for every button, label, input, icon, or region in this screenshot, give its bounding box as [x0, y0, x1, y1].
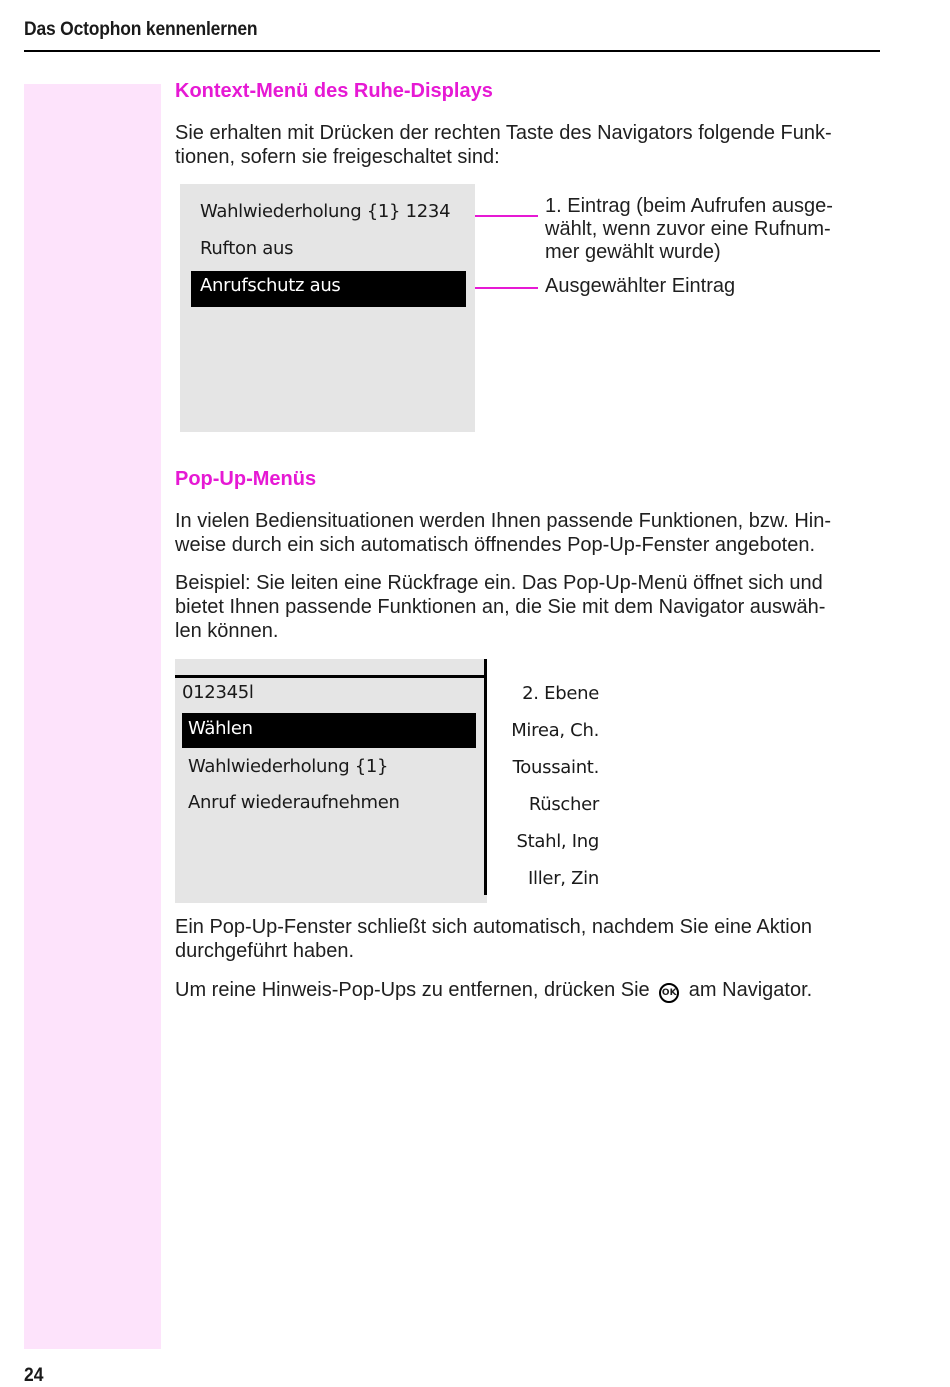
- text-segment: Um reine Hinweis-Pop-Ups zu entfernen, drücken Sie: [175, 979, 650, 1001]
- text-line: mer gewählt wurde): [545, 241, 721, 263]
- page-header-title: Das Octophon kennenlernen: [24, 19, 258, 40]
- text-line: Ein Pop-Up-Fenster schließt sich automatisch, nachdem Sie eine Aktion: [175, 916, 812, 938]
- section2-para3: [175, 915, 885, 963]
- popup-right-border: [484, 659, 487, 895]
- list-item: Stahl, Ing: [516, 831, 599, 852]
- section-heading-context-menu: Kontext-Menü des Ruhe-Displays: [175, 80, 493, 102]
- menu-item-dnd-off-selected[interactable]: Anrufschutz aus: [191, 271, 466, 307]
- text-line: len können.: [175, 620, 279, 642]
- popup-item-redial[interactable]: Wahlwiederholung {1}: [188, 756, 389, 777]
- popup-display: [175, 659, 487, 903]
- list-item: 2. Ebene: [522, 683, 599, 704]
- list-item: Rüscher: [528, 794, 599, 815]
- section2-para1: [175, 509, 885, 557]
- section2-para4: [175, 978, 885, 1003]
- dialed-number: 012345l: [182, 682, 254, 703]
- popup-item-resume-call[interactable]: Anruf wiederaufnehmen: [188, 792, 400, 813]
- section-heading-popup-menus: Pop-Up-Menüs: [175, 468, 317, 490]
- text-line: Sie erhalten mit Drücken der rechten Taste des Navigators folgende Funk-: [175, 122, 832, 144]
- popup-item-dial-selected[interactable]: Wählen: [182, 713, 476, 748]
- margin-bar: [24, 84, 161, 1349]
- callout-first-entry: [545, 195, 833, 264]
- text-line: 1. Eintrag (beim Aufrufen ausge-: [545, 195, 833, 217]
- menu-item-redial[interactable]: Wahlwiederholung {1} 1234: [200, 201, 451, 222]
- section2-para2: [175, 571, 885, 643]
- list-item: Mirea, Ch.: [511, 720, 599, 741]
- callout-line-selected-entry: [475, 287, 538, 289]
- callout-selected-entry: Ausgewählter Eintrag: [545, 275, 736, 297]
- popup-top-border: [175, 675, 487, 678]
- text-segment: am Navigator.: [688, 979, 813, 1001]
- text-line: weise durch ein sich automatisch öffnendes Pop-Up-Fenster angeboten.: [175, 534, 816, 556]
- text-line: Beispiel: Sie leiten eine Rückfrage ein. Das Pop-Up-Menü öffnet sich und: [175, 572, 823, 594]
- callout-line-first-entry: [475, 215, 538, 217]
- page-number: 24: [24, 1365, 44, 1386]
- text-line: wählt, wenn zuvor eine Rufnum-: [545, 218, 831, 240]
- text-line: bietet Ihnen passende Funktionen an, die Sie mit dem Navigator auswäh-: [175, 596, 826, 618]
- list-item: Iller, Zin: [528, 868, 599, 889]
- list-item: Toussaint.: [512, 757, 599, 778]
- text-line: tionen, sofern sie freigeschaltet sind:: [175, 146, 500, 168]
- menu-item-ringer-off[interactable]: Rufton aus: [200, 238, 294, 259]
- idle-display-context-menu: [180, 184, 475, 432]
- ok-key-icon: OK: [659, 983, 679, 1003]
- text-line: durchgeführt haben.: [175, 940, 355, 962]
- text-line: In vielen Bediensituationen werden Ihnen passende Funktionen, bzw. Hin-: [175, 510, 831, 532]
- section1-intro: [175, 121, 885, 169]
- header-divider: [24, 50, 880, 52]
